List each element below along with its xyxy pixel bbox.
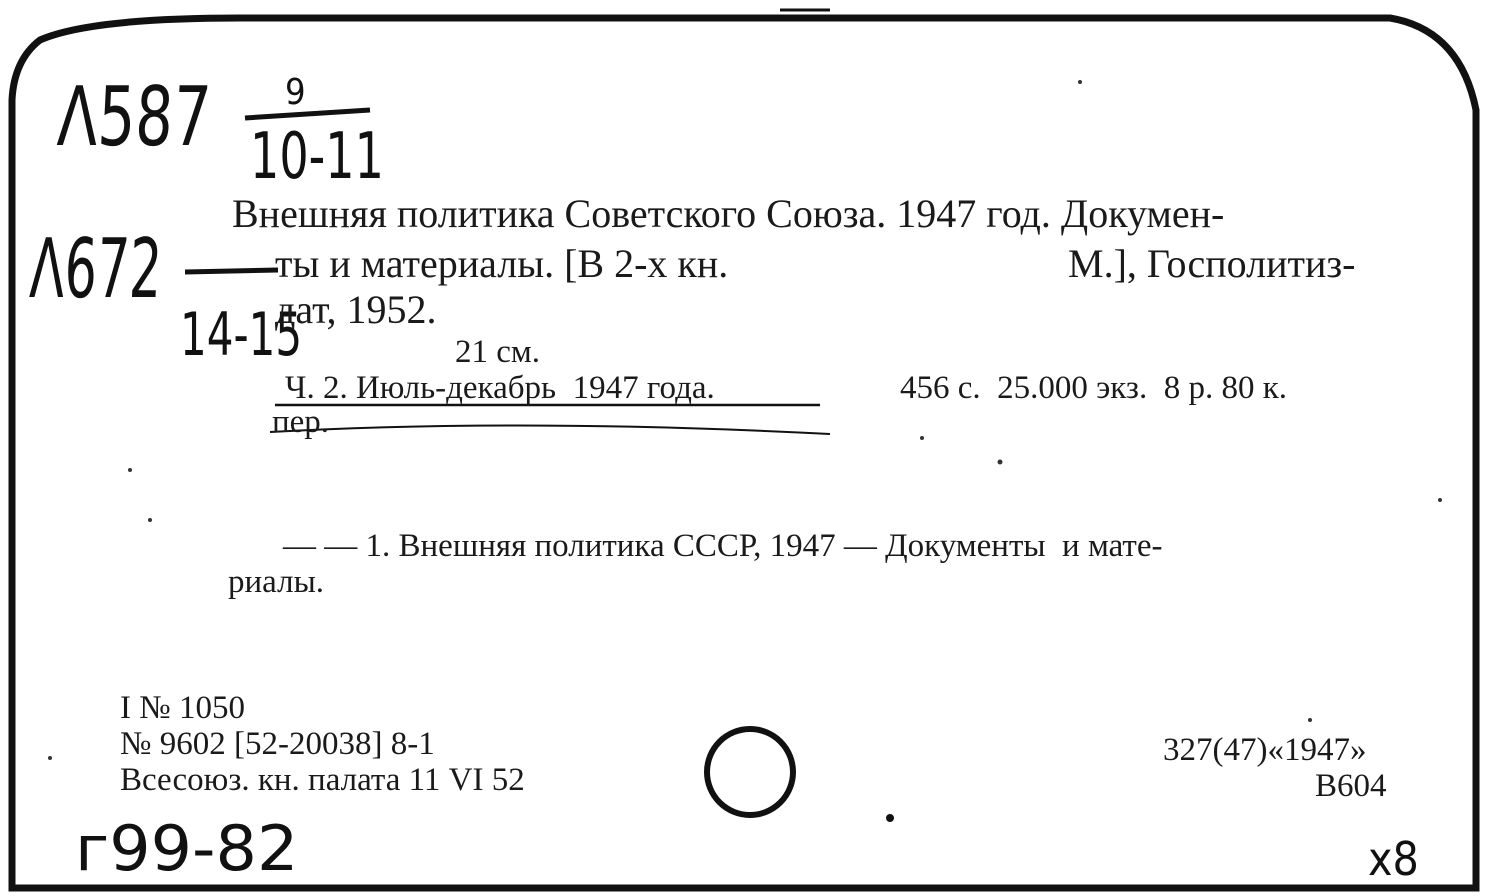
entry-title-line-3: дат, 1952. (275, 287, 437, 332)
handwritten-shelf-mark-2-sub: 14-15 (180, 300, 303, 370)
entry-pagination: 456 с. 25.000 экз. 8 р. 80 к. (900, 370, 1287, 406)
entry-title-line-2-right: М.], Госполитиз- (1068, 241, 1356, 286)
handwritten-bottom-left: г99-82 (75, 812, 299, 885)
entry-part-line: Ч. 2. Июль-декабрь 1947 года. (285, 370, 715, 406)
handwritten-shelf-mark-1-top: 9 (285, 72, 306, 113)
footer-order-number: № 9602 [52-20038] 8-1 (120, 726, 435, 762)
entry-binding: пер. (272, 404, 330, 440)
handwritten-shelf-mark-1-bottom: 10-11 (250, 120, 384, 194)
entry-size: 21 см. (455, 334, 541, 370)
handwritten-shelf-mark-1: Λ587 (55, 70, 214, 165)
entry-title-line-2-left: ты и материалы. [В 2-х кн. (275, 241, 729, 286)
punch-hole (707, 729, 793, 815)
handwritten-bottom-right: x8 (1368, 832, 1419, 886)
handwritten-shelf-mark-2: Λ672 (27, 222, 164, 317)
subject-heading-line-1: — — 1. Внешняя политика СССР, 1947 — Документы и мате- (283, 528, 1163, 564)
footer-record-number: I № 1050 (120, 690, 245, 726)
footer-classification: 327(47)«1947» (1163, 732, 1367, 768)
footer-author-mark: В604 (1315, 768, 1387, 804)
subject-heading-line-2: риалы. (228, 564, 324, 600)
footer-chamber: Всесоюз. кн. палата 11 VI 52 (120, 762, 525, 798)
entry-title-line-1: Внешняя политика Советского Союза. 1947 год. Докумен- (232, 191, 1225, 236)
